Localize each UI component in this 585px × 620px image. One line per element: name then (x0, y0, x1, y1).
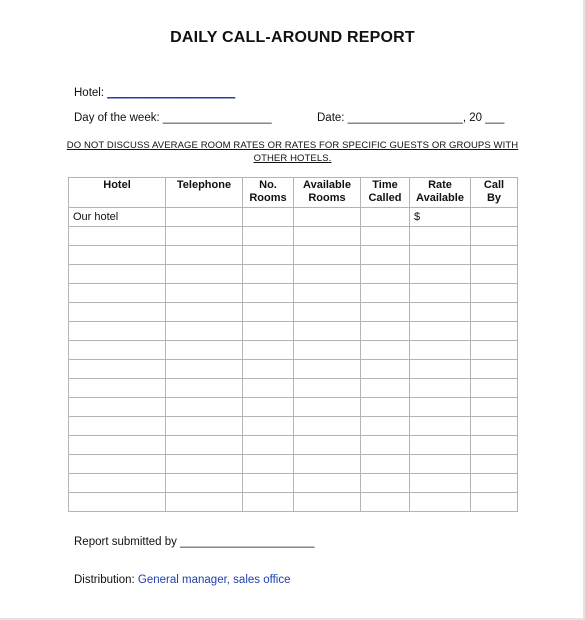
cell-hotel[interactable] (69, 398, 166, 417)
table-row (69, 360, 518, 379)
cell-hotel[interactable] (69, 379, 166, 398)
cell-no-rooms[interactable] (243, 493, 294, 512)
header-no-rooms: No. Rooms (243, 178, 294, 208)
cell-time-called[interactable] (361, 360, 410, 379)
submitted-by-line (74, 536, 314, 548)
cell-rate[interactable] (410, 246, 471, 265)
cell-call-by[interactable] (471, 303, 518, 322)
cell-time-called[interactable] (361, 398, 410, 417)
cell-no-rooms[interactable] (243, 341, 294, 360)
cell-rate[interactable] (410, 417, 471, 436)
cell-rate[interactable] (410, 493, 471, 512)
cell-call-by[interactable] (471, 208, 518, 227)
cell-available-rooms[interactable] (294, 265, 361, 284)
cell-call-by[interactable] (471, 474, 518, 493)
cell-telephone[interactable] (166, 436, 243, 455)
cell-rate[interactable] (410, 398, 471, 417)
day-blank[interactable]: _________________ (162, 112, 272, 124)
cell-no-rooms[interactable] (243, 322, 294, 341)
cell-call-by[interactable] (471, 284, 518, 303)
cell-rate[interactable] (410, 436, 471, 455)
cell-hotel[interactable] (69, 303, 166, 322)
header-available-rooms: Available Rooms (294, 178, 361, 208)
distribution-value: General manager, sales office (137, 574, 291, 586)
cell-call-by[interactable] (471, 227, 518, 246)
cell-telephone[interactable] (166, 303, 243, 322)
year-prefix: , 20 (462, 112, 483, 124)
submitted-label: Report submitted by (74, 536, 177, 548)
cell-hotel[interactable] (69, 246, 166, 265)
cell-telephone[interactable] (166, 398, 243, 417)
header-hotel: Hotel (69, 178, 166, 208)
table-row (69, 303, 518, 322)
cell-available-rooms[interactable] (294, 246, 361, 265)
table-row (69, 265, 518, 284)
cell-time-called[interactable] (361, 474, 410, 493)
cell-telephone[interactable] (166, 284, 243, 303)
cell-call-by[interactable] (471, 398, 518, 417)
cell-call-by[interactable] (471, 265, 518, 284)
cell-available-rooms[interactable] (294, 341, 361, 360)
notice-line-2: OTHER HOTELS. (253, 153, 332, 164)
cell-available-rooms[interactable] (294, 208, 361, 227)
call-around-table (68, 177, 518, 512)
day-label: Day of the week: (74, 112, 160, 124)
cell-rate[interactable] (410, 341, 471, 360)
table-body (69, 208, 518, 512)
cell-no-rooms[interactable] (243, 208, 294, 227)
cell-time-called[interactable] (361, 341, 410, 360)
cell-hotel[interactable] (69, 284, 166, 303)
cell-telephone[interactable] (166, 493, 243, 512)
table-header-row (69, 178, 518, 208)
cell-rate[interactable] (410, 474, 471, 493)
cell-available-rooms[interactable] (294, 360, 361, 379)
header-rate-available: Rate Available (410, 178, 471, 208)
year-blank[interactable]: ___ (485, 112, 505, 124)
cell-rate[interactable] (410, 303, 471, 322)
cell-telephone[interactable] (166, 379, 243, 398)
distribution-line (74, 574, 291, 586)
cell-time-called[interactable] (361, 246, 410, 265)
cell-no-rooms[interactable] (243, 455, 294, 474)
cell-rate[interactable] (410, 379, 471, 398)
cell-hotel[interactable] (69, 474, 166, 493)
table-row (69, 455, 518, 474)
table-row (69, 284, 518, 303)
cell-available-rooms[interactable] (294, 284, 361, 303)
cell-available-rooms[interactable] (294, 322, 361, 341)
table-row (69, 322, 518, 341)
hotel-label: Hotel: (74, 87, 105, 99)
cell-telephone[interactable] (166, 227, 243, 246)
table-row (69, 436, 518, 455)
cell-telephone[interactable] (166, 322, 243, 341)
cell-available-rooms[interactable] (294, 379, 361, 398)
cell-call-by[interactable] (471, 436, 518, 455)
cell-available-rooms[interactable] (294, 303, 361, 322)
cell-no-rooms[interactable] (243, 360, 294, 379)
table-row (69, 398, 518, 417)
cell-rate[interactable] (410, 265, 471, 284)
date-blank[interactable]: __________________ (347, 112, 463, 124)
cell-no-rooms[interactable] (243, 265, 294, 284)
cell-time-called[interactable] (361, 303, 410, 322)
cell-telephone[interactable] (166, 265, 243, 284)
header-time-called: Time Called (361, 178, 410, 208)
cell-no-rooms[interactable] (243, 379, 294, 398)
cell-rate[interactable] (410, 360, 471, 379)
cell-call-by[interactable] (471, 246, 518, 265)
cell-call-by[interactable] (471, 341, 518, 360)
confidentiality-notice (60, 139, 525, 165)
cell-telephone[interactable] (166, 341, 243, 360)
cell-call-by[interactable] (471, 455, 518, 474)
date-field-line (317, 112, 504, 124)
cell-call-by[interactable] (471, 322, 518, 341)
cell-no-rooms[interactable] (243, 474, 294, 493)
cell-call-by[interactable] (471, 379, 518, 398)
cell-hotel[interactable] (69, 265, 166, 284)
cell-available-rooms[interactable] (294, 493, 361, 512)
cell-time-called[interactable] (361, 227, 410, 246)
cell-no-rooms[interactable] (243, 303, 294, 322)
cell-telephone[interactable] (166, 246, 243, 265)
table-row (69, 474, 518, 493)
cell-rate[interactable] (410, 227, 471, 246)
cell-time-called[interactable] (361, 265, 410, 284)
notice-line-1: DO NOT DISCUSS AVERAGE ROOM RATES OR RATES FOR SPECIFIC GUESTS OR GROUPS WITH (66, 140, 519, 151)
hotel-field-line (74, 87, 235, 99)
table-row (69, 379, 518, 398)
table-row (69, 246, 518, 265)
cell-hotel[interactable] (69, 417, 166, 436)
cell-rate[interactable] (410, 455, 471, 474)
cell-time-called[interactable] (361, 322, 410, 341)
cell-available-rooms[interactable] (294, 398, 361, 417)
cell-time-called[interactable] (361, 455, 410, 474)
table-row (69, 208, 518, 227)
table-row (69, 227, 518, 246)
cell-telephone[interactable] (166, 455, 243, 474)
table-row (69, 341, 518, 360)
cell-no-rooms[interactable] (243, 227, 294, 246)
cell-no-rooms[interactable] (243, 436, 294, 455)
cell-hotel[interactable] (69, 455, 166, 474)
table-row (69, 417, 518, 436)
cell-call-by[interactable] (471, 417, 518, 436)
date-label: Date: (317, 112, 345, 124)
cell-call-by[interactable] (471, 493, 518, 512)
cell-rate[interactable] (410, 284, 471, 303)
cell-no-rooms[interactable] (243, 417, 294, 436)
cell-available-rooms[interactable] (294, 417, 361, 436)
cell-time-called[interactable] (361, 379, 410, 398)
cell-no-rooms[interactable] (243, 246, 294, 265)
cell-available-rooms[interactable] (294, 436, 361, 455)
cell-no-rooms[interactable] (243, 398, 294, 417)
cell-hotel[interactable]: Our hotel (69, 208, 166, 227)
cell-hotel[interactable] (69, 227, 166, 246)
cell-available-rooms[interactable] (294, 227, 361, 246)
cell-time-called[interactable] (361, 436, 410, 455)
cell-time-called[interactable] (361, 417, 410, 436)
report-title: DAILY CALL-AROUND REPORT (170, 29, 415, 46)
cell-rate[interactable]: $ (410, 208, 471, 227)
cell-hotel[interactable] (69, 436, 166, 455)
cell-telephone[interactable] (166, 360, 243, 379)
cell-telephone[interactable] (166, 417, 243, 436)
cell-telephone[interactable] (166, 208, 243, 227)
cell-hotel[interactable] (69, 360, 166, 379)
distribution-label: Distribution: (74, 574, 135, 586)
cell-hotel[interactable] (69, 341, 166, 360)
day-field-line (74, 112, 272, 124)
cell-hotel[interactable] (69, 322, 166, 341)
header-call-by: Call By (471, 178, 518, 208)
table-row (69, 493, 518, 512)
cell-time-called[interactable] (361, 493, 410, 512)
cell-time-called[interactable] (361, 208, 410, 227)
cell-time-called[interactable] (361, 284, 410, 303)
cell-no-rooms[interactable] (243, 284, 294, 303)
header-telephone: Telephone (166, 178, 243, 208)
cell-available-rooms[interactable] (294, 474, 361, 493)
cell-telephone[interactable] (166, 474, 243, 493)
submitted-blank[interactable]: _____________________ (180, 536, 315, 548)
hotel-blank[interactable]: ____________________ (107, 87, 236, 99)
cell-available-rooms[interactable] (294, 455, 361, 474)
cell-rate[interactable] (410, 322, 471, 341)
cell-hotel[interactable] (69, 493, 166, 512)
cell-call-by[interactable] (471, 360, 518, 379)
